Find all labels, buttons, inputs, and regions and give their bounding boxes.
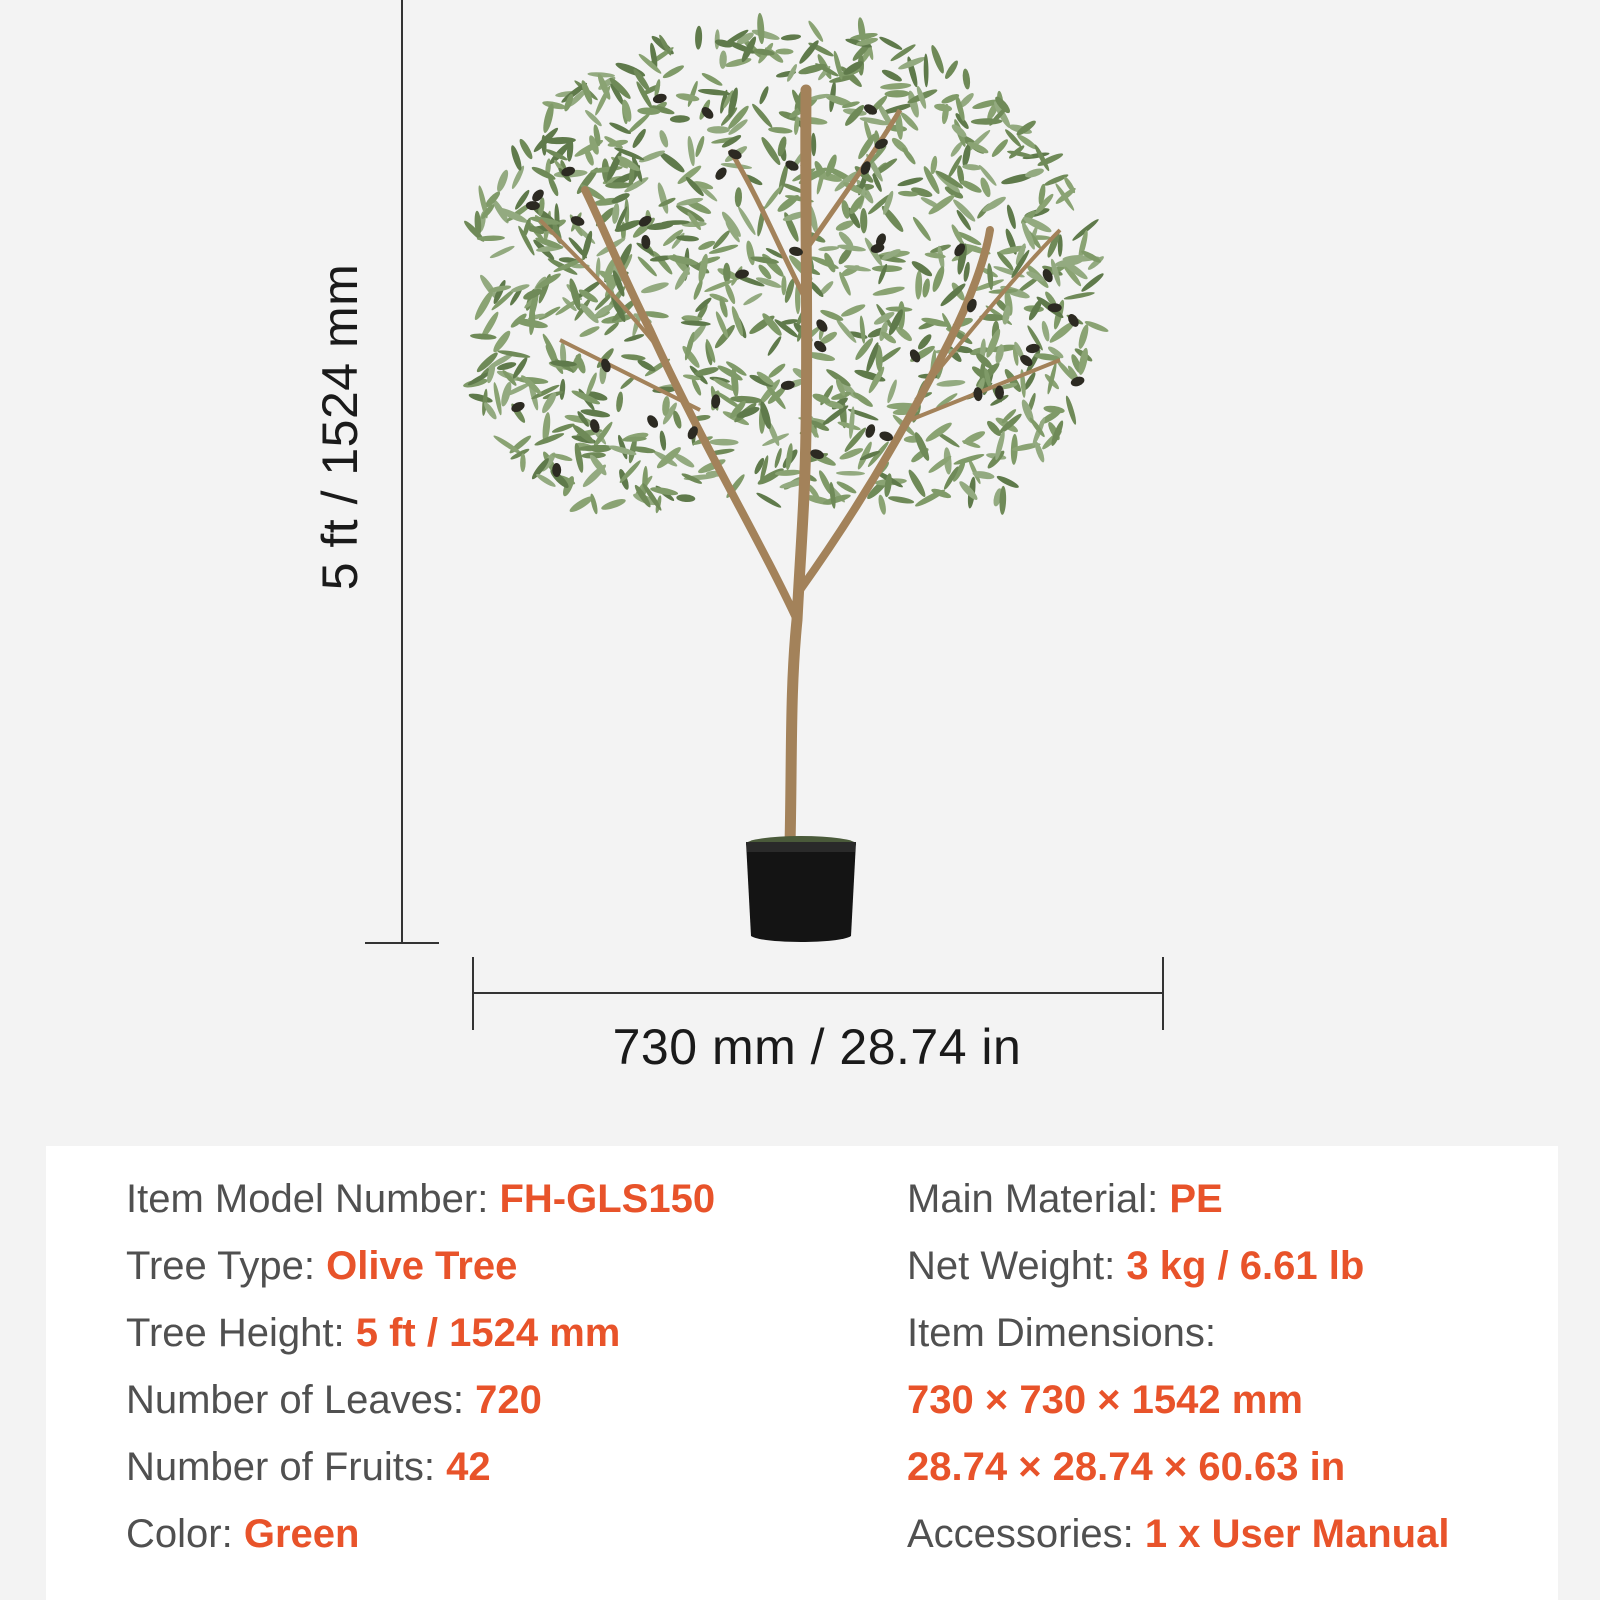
spec-label: Color: <box>126 1512 233 1556</box>
spec-label: Main Material: <box>907 1177 1159 1221</box>
specifications-panel <box>46 1146 1558 1600</box>
spec-value: 5 ft / 1524 mm <box>355 1311 621 1355</box>
spec-dimensions-metric <box>907 1367 1449 1434</box>
spec-label: Accessories: <box>907 1512 1134 1556</box>
specs-right-column <box>907 1166 1449 1568</box>
spec-value: 730 × 730 × 1542 mm <box>907 1378 1303 1422</box>
spec-model-number <box>126 1166 715 1233</box>
spec-number-of-fruits <box>126 1434 715 1501</box>
spec-main-material <box>907 1166 1449 1233</box>
spec-value: Olive Tree <box>326 1244 518 1288</box>
spec-value: 28.74 × 28.74 × 60.63 in <box>907 1445 1346 1489</box>
spec-dimensions-imperial <box>907 1434 1449 1501</box>
spec-color <box>126 1501 715 1568</box>
spec-label: Net Weight: <box>907 1244 1116 1288</box>
spec-value: 42 <box>446 1445 491 1489</box>
height-dimension-line <box>401 0 403 944</box>
tree-branches <box>540 90 1060 845</box>
height-dimension-label: 5 ft / 1524 mm <box>312 263 368 591</box>
spec-label: Tree Height: <box>126 1311 345 1355</box>
spec-item-dimensions <box>907 1300 1449 1367</box>
spec-tree-height <box>126 1300 715 1367</box>
spec-label: Item Dimensions: <box>907 1311 1216 1355</box>
spec-label: Number of Leaves: <box>126 1378 464 1422</box>
height-dimension-cap <box>365 942 439 944</box>
specs-left-column <box>126 1166 715 1568</box>
spec-accessories <box>907 1501 1449 1568</box>
spec-value: PE <box>1169 1177 1223 1221</box>
spec-label: Number of Fruits: <box>126 1445 435 1489</box>
spec-value: 720 <box>475 1378 542 1422</box>
spec-value: FH-GLS150 <box>499 1177 716 1221</box>
spec-net-weight <box>907 1233 1449 1300</box>
spec-value: 1 x User Manual <box>1144 1512 1450 1556</box>
spec-value: Green <box>243 1512 360 1556</box>
spec-value: 3 kg / 6.61 lb <box>1126 1244 1365 1288</box>
spec-number-of-leaves <box>126 1367 715 1434</box>
spec-tree-type <box>126 1233 715 1300</box>
spec-label: Tree Type: <box>126 1244 315 1288</box>
width-dimension-line <box>473 992 1164 994</box>
width-dimension-label: 730 mm / 28.74 in <box>612 1019 1022 1075</box>
plant-pot <box>746 836 856 942</box>
spec-label: Item Model Number: <box>126 1177 489 1221</box>
